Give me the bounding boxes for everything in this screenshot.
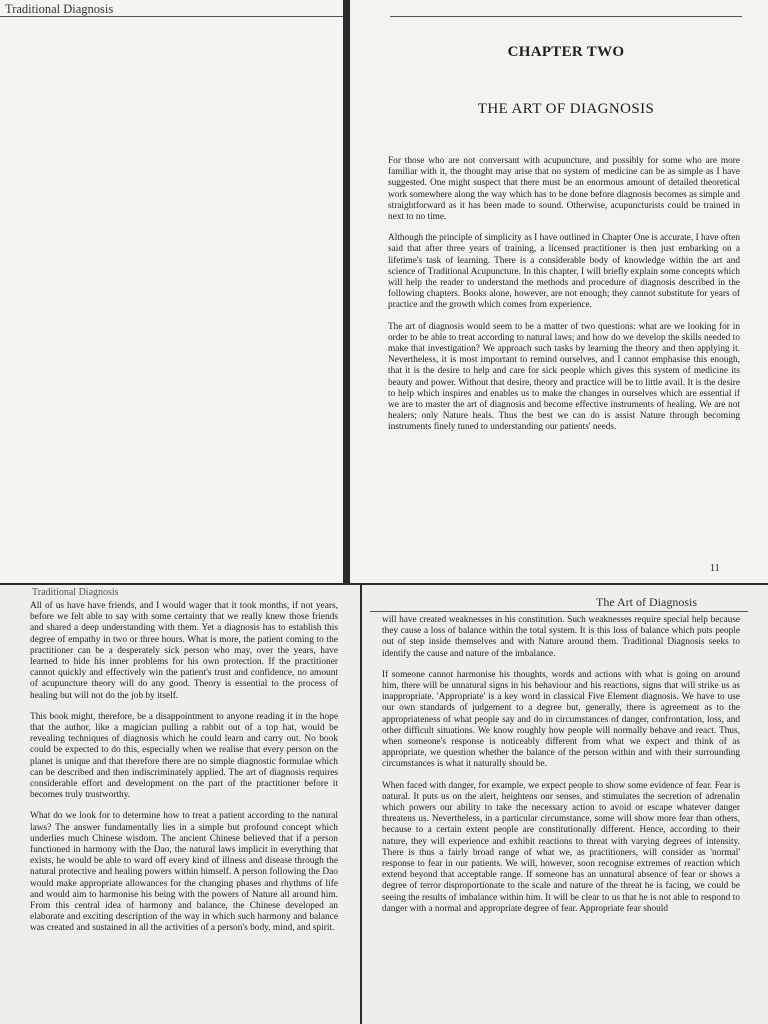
paragraph: Although the principle of simplicity as I have outlined in Chapter One is accurate, I have often said that after three years of training, a licensed practitioner is then just embarking on a lifetime's task of learning. There is a considerable body of knowledge within the art and science of Traditional Acupuncture. In this chapter, I will briefly explain some concepts which will help the reader to understand the methods and procedure of diagnosis described in the following chapters. Books alone, however, are not enough; they cannot substitute for years of practice and the growth which comes from experience. [388,233,740,311]
page-number: 11 [710,563,720,574]
paragraph: All of us have have friends, and I would wager that it took months, if not years, before we felt able to say with some certainty that we really knew those friends and shared a deep understanding with them. Yet a diagnosis has to establish this degree of empathy in two or three hours. What is more, the patient coming to the practitioner can be a desperately sick person who may, over the years, have learned to hide his inner problems for his own protection. If the practitioner cannot quickly and effectively win the patient's trust and confidence, no amount of acupuncture theory will do any good. Theory is essential to the process of healing but will not do the job by itself. [30,601,338,701]
chapter-title: THE ART OF DIAGNOSIS [477,101,655,117]
paragraph: will have created weaknesses in his constitution. Such weaknesses require special help because they cause a loss of balance within the total system. It is this loss of balance which puts people out of step inside themselves and with Nature around them. Traditional Diagnosis seeks to identify the cause and nature of the imbalance. [382,615,740,659]
chapter-number: CHAPTER TWO [507,44,625,60]
paragraph: For those who are not conversant with acupuncture, and possibly for some who are more familiar with it, the thought may arise that no system of medicine can be as simple as I have suggested. One might suspect that there must be an enormous amount of detailed theoretical work somewhere along the way which has to be done before diagnosis becomes as simple and straightforward as it has been made to sound. Otherwise, acupuncturists could be trained in next to no time. [388,156,740,223]
page-top-left [0,0,343,583]
running-head-right: The Art of Diagnosis [596,595,697,609]
page-body-right [382,615,740,925]
page-body-left [30,601,338,945]
paragraph: When faced with danger, for example, we expect people to show some evidence of fear. Fear is natural. It puts us on the alert, heightens our senses, and stimulates the secretion of adrenalin which powers our ability to take the necessary action to avoid or escape whatever danger threatens us. Nevertheless, in a particular circumstance, some will show more fear than others, because to a certain extent people are constitutionally different. Hence, according to their nature, they will experience and exhibit reactions to threat with varying degrees of intensity. There is thus a fairly broad range of what we, as practitioners, will consider as 'normal' response to fear in our patients. We will, however, soon recognise extremes of reaction which extend beyond that acceptable range. If someone has an unnatural absence of fear or shows a degree of terror disproportionate to the scale and nature of the threat he is facing, we could be seeing the results of imbalance within him. It will be clear to us that he is not able to respond to danger with a normal and appropriate degree of fear. Appropriate fear should [382,780,740,914]
header-rule-right-bottom [370,611,748,612]
paragraph: The art of diagnosis would seem to be a matter of two questions: what are we looking for in order to be able to treat according to natural laws; and how do we develop the skills needed to make that investigation? We approach such tasks by learning the theory and then applying it. Nevertheless, it is most important to remind ourselves, and I cannot emphasise this enough, that it is the desire to help and care for sick people which gives this system of medicine its beauty and power. Without that desire, theory and practice will be to little avail. It is the desire to help which inspires and enables us to make the changes in ourselves which are essential if we are to master the art of diagnosis and become effective instruments of healing. We are not healers; only Nature heals. Thus the best we can do is assist Nature through becoming instruments finely tuned to understanding our patients' needs. [388,321,740,433]
paragraph: This book might, therefore, be a disappointment to anyone reading it in the hope that the author, like a magician pulling a rabbit out of a top hat, would be revealing techniques of diagnosis which he could learn and carry out. No book could be expected to do this, especially when we realise that every person on the planet is unique and that therefore there are no simple diagnostic formulae which can be described and then indiscriminately applied. The art of diagnosis requires considerable effort and development on the part of the practitioner before it becomes truly trustworthy. [30,711,338,801]
chapter-body [388,156,740,444]
paragraph: What do we look for to determine how to treat a patient according to the natural laws? The answer fundamentally lies in a simple but profound concept which underlies much Chinese wisdom. The ancient Chinese believed that if a person functioned in harmony with the Dao, the natural laws implicit in everything that exists, he would be able to ward off every kind of illness and disease through the natural protective and healing powers within himself. A person following the Dao would make appropriate allowances for the changing phases and rhythms of life and would aim to harmonise his being with the powers of Nature all around him. From this central idea of harmony and balance, the Chinese developed an elaborate and exciting description of the way in which such harmony and balance was created and sustained in all the activities of a person's body, mind, and spirit. [30,811,338,934]
header-rule-left [0,16,343,17]
paragraph: If someone cannot harmonise his thoughts, words and actions with what is going on around him, there will be unnatural signs in his behaviour and his reactions, signs that will strike us as inappropriate. 'Appropriate' is a key word in classical Five Element diagnosis. We have to use our own standards of judgement to a degree but, generally, there is agreement as to the appropriateness of what people say and do in circumstances of danger, confrontation, loss, and other difficult situations. We know roughly how people will normally behave and react. Thus, when someone's response is noticeably different from what we expect and think of as appropriate, we question whether the balance of the person within and with their surrounding circumstances is what it naturally should be. [382,669,740,770]
header-rule-right [390,16,742,17]
running-head-left-bottom: Traditional Diagnosis [32,587,119,598]
running-head-left: Traditional Diagnosis [5,2,114,16]
